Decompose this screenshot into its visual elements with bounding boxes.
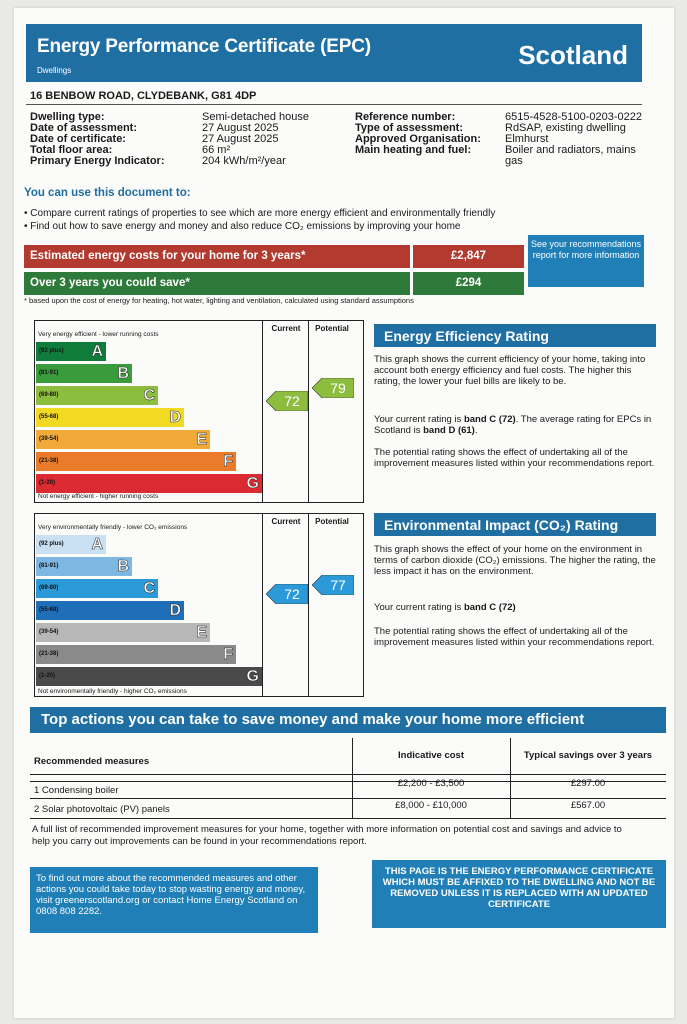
band-d-bar [36, 601, 184, 620]
detail-value: 66 m² [202, 144, 231, 156]
text: Your current rating is [374, 602, 464, 613]
detail-value: 27 August 2025 [202, 122, 279, 134]
band-range: (21-38) [39, 651, 59, 657]
chart-bottom-label: Not energy efficient - higher running costs [38, 493, 159, 500]
band-letter: C [143, 580, 155, 597]
band-b-bar [36, 557, 132, 576]
band-range: (55-68) [39, 607, 59, 613]
band-letter: D [169, 602, 181, 619]
band-letter: G [246, 668, 259, 685]
header-subtitle: Dwellings [37, 66, 72, 75]
band-c-bar [36, 386, 158, 405]
band-letter: C [143, 387, 155, 404]
detail-label: Reference number: [355, 111, 456, 123]
band-e-bar [36, 430, 210, 449]
band-range: (69-80) [39, 585, 59, 591]
band-range: (1-20) [39, 673, 56, 679]
band-letter: G [246, 475, 259, 492]
bullet-item: • Compare current ratings of properties to see which are more energy efficient and environmentally friendly [24, 208, 496, 219]
band-c-bar [36, 579, 158, 598]
band-letter: F [223, 453, 233, 470]
divider [26, 104, 642, 105]
band-range: (92 plus) [39, 348, 64, 354]
detail-values [505, 112, 665, 167]
chart-top-label: Very environmentally friendly - lower CO₂ emissions [38, 524, 188, 531]
costs-footnote: * based upon the cost of energy for heating, hot water, lighting and ventilation, calculated using standard assumptions [24, 296, 414, 305]
efficiency-p1: This graph shows the current efficiency of your home, taking into account both energy efficiency and fuel costs. The higher this rating, the lower your fuel bills are likely to be. [374, 354, 646, 387]
band-letter: A [91, 536, 103, 553]
detail-label: Primary Energy Indicator: [30, 155, 165, 167]
bullet-text: Find out how to save energy and money and also reduce CO₂ emissions by improving your home [30, 221, 461, 232]
current-rating-arrow [266, 391, 308, 411]
band-g-bar [36, 667, 262, 686]
band-f-bar [36, 452, 236, 471]
arrow-value: 72 [284, 393, 300, 409]
savings-label: Over 3 years you could save* [24, 272, 410, 295]
table-cell: 1 Condensing boiler [34, 785, 119, 796]
arrow-value: 79 [330, 380, 346, 396]
detail-label: Dwelling type: [30, 111, 105, 123]
chart-divider [262, 513, 263, 697]
band-a-bar [36, 535, 106, 554]
top-actions-title: Top actions you can take to save money and make your home more efficient [30, 707, 666, 733]
bullet-item: • Find out how to save energy and money and also reduce CO₂ emissions by improving your home [24, 221, 461, 232]
table-cell: 2 Solar photovoltaic (PV) panels [34, 804, 170, 815]
epc-header [26, 24, 642, 82]
band-range: (92 plus) [39, 541, 64, 547]
savings-row [24, 272, 524, 295]
band-range: (1-20) [39, 480, 56, 486]
chart-bottom-label: Not environmentally friendly - higher CO₂ emissions [38, 688, 187, 695]
band-e-bar [36, 623, 210, 642]
energy-efficiency-chart [34, 320, 366, 505]
potential-rating-arrow [312, 378, 354, 398]
table-cell: £297.00 [570, 778, 606, 789]
table-rule [30, 798, 666, 799]
text: . The average rating for EPCs in Scotland is [374, 414, 652, 436]
efficiency-p2 [374, 414, 656, 436]
bullet-text: Compare current ratings of properties to see which are more energy efficient and environmentally friendly [30, 208, 496, 219]
table-cell: £2,200 - £3,500 [397, 778, 465, 789]
header-measures: Recommended measures [34, 756, 150, 767]
average-band-text: band D (61) [423, 425, 475, 436]
environment-p1: This graph shows the effect of your home on the environment in terms of carbon dioxide (CO₂) emissions. The higher the rating, the less impact it has on the environment. [374, 544, 656, 577]
chart-top-label: Very energy efficient - lower running costs [38, 331, 159, 338]
detail-label: Type of assessment: [355, 122, 464, 134]
chart-divider [262, 320, 263, 503]
arrow-value: 77 [330, 577, 346, 593]
environment-title: Environmental Impact (CO₂) Rating [374, 513, 656, 536]
header-region: Scotland [518, 40, 628, 70]
band-letter: D [169, 409, 181, 426]
band-letter: E [196, 431, 207, 448]
detail-labels [30, 112, 200, 167]
detail-value: gas [505, 155, 523, 167]
text: . [474, 425, 478, 436]
arrow-value: 72 [284, 586, 300, 602]
detail-label: Total floor area: [30, 144, 113, 156]
detail-value: 6515-4528-5100-0203-0222 [505, 111, 643, 123]
current-band-text: band C (72) [463, 414, 516, 425]
band-f-bar [36, 645, 236, 664]
detail-value: Elmhurst [505, 133, 549, 145]
col-current-header: Current [271, 517, 301, 526]
band-a-bar [36, 342, 106, 361]
detail-value: RdSAP, existing dwelling [505, 122, 626, 134]
current-band-text: band C (72) [463, 602, 516, 613]
estimated-costs-label: Estimated energy costs for your home for 3 years* [24, 245, 410, 268]
chart-divider [308, 320, 309, 503]
band-range: (81-91) [39, 563, 59, 569]
detail-label: Approved Organisation: [355, 133, 481, 145]
efficiency-title: Energy Efficiency Rating [374, 324, 656, 347]
detail-label: Main heating and fuel: [355, 144, 472, 156]
band-range: (39-54) [39, 436, 59, 442]
band-range: (21-38) [39, 458, 59, 464]
detail-labels [355, 112, 505, 156]
detail-value: 27 August 2025 [202, 133, 279, 145]
band-range: (81-91) [39, 370, 59, 376]
band-d-bar [36, 408, 184, 427]
find-out-more-box: To find out more about the recommended measures and other actions you could take today to stop wasting energy and money, visit greenerscotland.org or contact Home Energy Scotland on 0808 808 2282. [30, 867, 318, 933]
property-address: 16 BENBOW ROAD, CLYDEBANK, G81 4DP [30, 90, 257, 102]
table-cell: £567.00 [570, 800, 606, 811]
band-range: (39-54) [39, 629, 59, 635]
use-heading: You can use this document to: [24, 187, 191, 199]
current-rating-arrow [266, 584, 308, 604]
band-letter: B [117, 558, 129, 575]
see-recommendations-box: See your recommendations report for more information [528, 235, 644, 287]
estimated-costs-value: £2,847 [413, 245, 524, 268]
header-savings: Typical savings over 3 years [523, 750, 653, 761]
detail-values [202, 112, 352, 167]
band-letter: E [196, 624, 207, 641]
environmental-impact-chart [34, 513, 366, 699]
col-potential-header: Potential [315, 517, 349, 526]
detail-label: Date of certificate: [30, 133, 126, 145]
detail-value: 204 kWh/m²/year [202, 155, 286, 167]
savings-value: £294 [413, 272, 524, 295]
detail-value: Boiler and radiators, mains [505, 144, 636, 156]
header-cost: Indicative cost [398, 750, 464, 761]
detail-label: Date of assessment: [30, 122, 137, 134]
table-rule [30, 774, 666, 775]
header-title: Energy Performance Certificate (EPC) [37, 36, 371, 57]
band-b-bar [36, 364, 132, 383]
table-cell: £8,000 - £10,000 [395, 800, 467, 811]
text: Your current rating is [374, 414, 464, 425]
col-current-header: Current [271, 324, 301, 333]
table-rule [30, 818, 666, 819]
band-g-bar [36, 474, 262, 493]
col-potential-header: Potential [315, 324, 349, 333]
efficiency-p3: The potential rating shows the effect of undertaking all of the improvement measures listed within your recommendations report. [374, 447, 655, 469]
environment-p3: The potential rating shows the effect of undertaking all of the improvement measures listed within your recommendations report. [374, 626, 655, 648]
environment-p2 [374, 602, 656, 613]
affix-notice-box: THIS PAGE IS THE ENERGY PERFORMANCE CERTIFICATE WHICH MUST BE AFFIXED TO THE DWELLING AND NOT BE REMOVED UNLESS IT IS REPLACED WITH AN UPDATED CERTIFICATE [372, 860, 666, 928]
band-letter: A [91, 343, 103, 360]
band-letter: B [117, 365, 129, 382]
detail-value: Semi-detached house [202, 111, 310, 123]
estimated-costs-row [24, 245, 524, 268]
potential-rating-arrow [312, 575, 354, 595]
full-list-note: A full list of recommended improvement measures for your home, together with more information on potential cost and savings and advice to help you carry out improvements can be found in your recommendations report. [32, 824, 622, 847]
chart-divider [308, 513, 309, 697]
band-letter: F [223, 646, 233, 663]
band-range: (69-80) [39, 392, 59, 398]
band-range: (55-68) [39, 414, 59, 420]
